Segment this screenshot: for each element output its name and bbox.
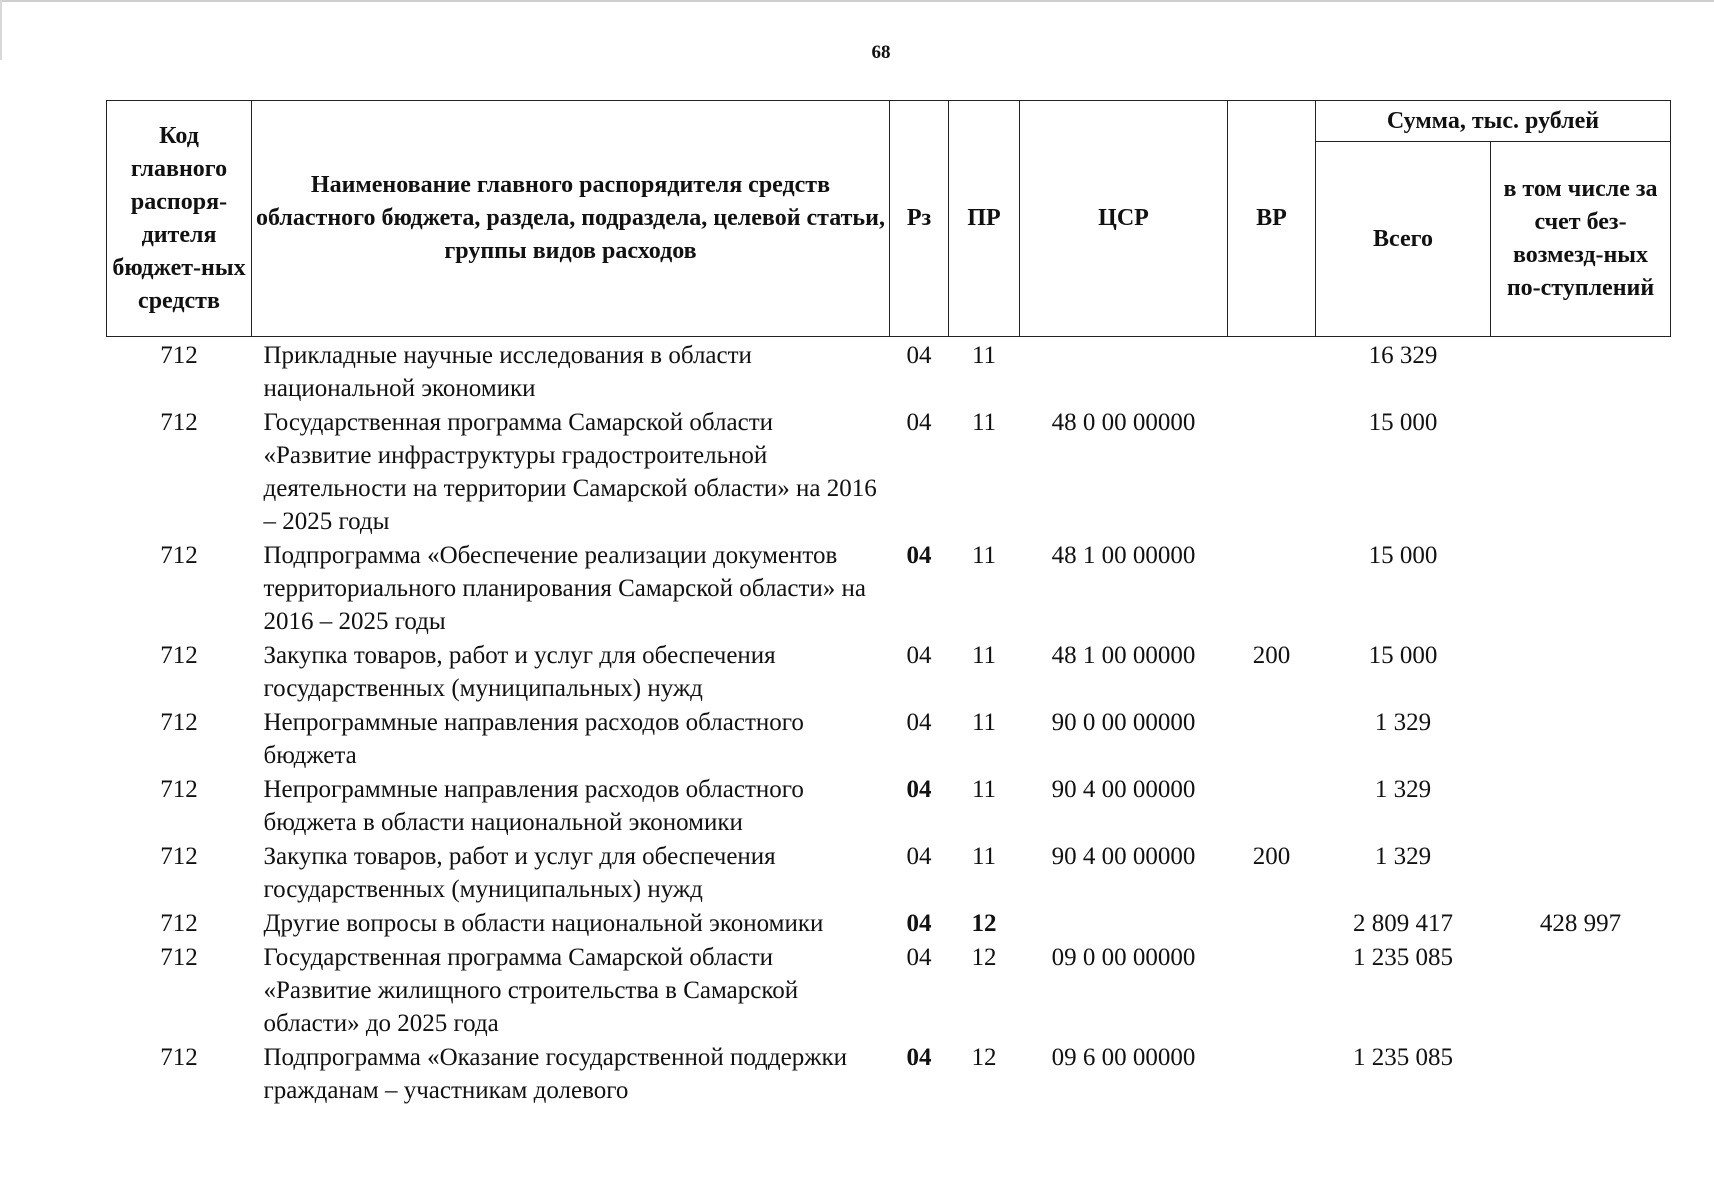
cell-total: 1 329 <box>1374 709 1432 736</box>
budget-table <box>106 100 1671 1107</box>
cell-total: 16 329 <box>1368 342 1438 369</box>
cell-csr: 90 4 00 00000 <box>1051 843 1196 870</box>
cell-rz: 04 <box>906 709 932 736</box>
cell-csr: 48 1 00 00000 <box>1051 542 1196 569</box>
cell-free <box>1491 405 1671 538</box>
cell-total: 1 235 085 <box>1353 1044 1453 1071</box>
cell-name: Другие вопросы в области национальной экономики <box>263 910 824 937</box>
header-name: Наименование главного распорядителя средств областного бюджета, раздела, подраздела, целевой статьи, группы видов расходов <box>252 101 890 337</box>
cell-total: 15 000 <box>1368 642 1438 669</box>
table-row <box>107 405 1671 538</box>
cell-vr <box>1228 405 1316 538</box>
cell-csr: 48 1 00 00000 <box>1051 642 1196 669</box>
scan-edge-top <box>0 0 1714 2</box>
cell-pr: 11 <box>971 776 997 803</box>
cell-code: 712 <box>160 1044 198 1071</box>
cell-rz: 04 <box>906 342 932 369</box>
table-body <box>107 337 1671 1108</box>
cell-vr <box>1228 705 1316 772</box>
cell-code: 712 <box>160 642 198 669</box>
table-row <box>107 772 1671 839</box>
cell-total: 15 000 <box>1368 409 1438 436</box>
cell-total: 1 329 <box>1374 776 1432 803</box>
table-row <box>107 638 1671 705</box>
cell-rz: 04 <box>906 642 932 669</box>
cell-code: 712 <box>160 944 198 971</box>
table-row <box>107 337 1671 406</box>
cell-csr: 48 0 00 00000 <box>1051 409 1196 436</box>
header-free: в том числе за счет без-возмезд-ных по-ступлений <box>1491 142 1671 337</box>
table-header <box>107 101 1671 337</box>
cell-name: Государственная программа Самарской области «Развитие инфраструктуры градостроительной деятельности на территории Самарской области» на 2016 – 2025 годы <box>263 409 877 535</box>
cell-pr: 11 <box>971 709 997 736</box>
cell-csr: 90 0 00 00000 <box>1051 709 1196 736</box>
header-pr: ПР <box>949 101 1020 337</box>
header-code: Код главного распоря-дителя бюджет-ных средств <box>107 101 252 337</box>
cell-csr: 09 6 00 00000 <box>1051 1044 1196 1071</box>
cell-free: 428 997 <box>1539 910 1622 937</box>
cell-vr <box>1228 940 1316 1040</box>
table-row <box>107 906 1671 940</box>
cell-rz: 04 <box>906 542 932 569</box>
cell-rz: 04 <box>906 843 932 870</box>
cell-rz: 04 <box>906 910 932 937</box>
cell-vr <box>1228 906 1316 940</box>
cell-code: 712 <box>160 910 198 937</box>
cell-csr <box>1020 906 1228 940</box>
cell-rz: 04 <box>906 1044 932 1071</box>
header-csr: ЦСР <box>1020 101 1228 337</box>
header-sum: Сумма, тыс. рублей <box>1316 101 1671 142</box>
cell-name: Подпрограмма «Оказание государственной поддержки гражданам – участникам долевого <box>263 1044 848 1104</box>
cell-free <box>1491 1040 1671 1107</box>
cell-pr: 11 <box>971 843 997 870</box>
table-row <box>107 940 1671 1040</box>
cell-pr: 11 <box>971 542 997 569</box>
cell-pr: 12 <box>971 910 997 937</box>
cell-pr: 12 <box>971 944 997 971</box>
cell-vr <box>1228 337 1316 406</box>
cell-name: Государственная программа Самарской области «Развитие жилищного строительства в Самарской области» до 2025 года <box>263 944 799 1037</box>
header-total: Всего <box>1316 142 1491 337</box>
cell-name: Закупка товаров, работ и услуг для обеспечения государственных (муниципальных) нужд <box>263 843 776 903</box>
cell-vr <box>1228 1040 1316 1107</box>
cell-free <box>1491 337 1671 406</box>
cell-vr <box>1228 772 1316 839</box>
cell-free <box>1491 940 1671 1040</box>
cell-code: 712 <box>160 542 198 569</box>
cell-code: 712 <box>160 342 198 369</box>
cell-name: Подпрограмма «Обеспечение реализации документов территориального планирования Самарской области» на 2016 – 2025 годы <box>263 542 867 635</box>
cell-rz: 04 <box>906 776 932 803</box>
cell-free <box>1491 638 1671 705</box>
cell-csr: 90 4 00 00000 <box>1051 776 1196 803</box>
cell-total: 1 329 <box>1374 843 1432 870</box>
table-row <box>107 1040 1671 1107</box>
cell-csr <box>1020 337 1228 406</box>
header-rz: Рз <box>890 101 949 337</box>
cell-pr: 11 <box>971 409 997 436</box>
cell-total: 1 235 085 <box>1353 944 1453 971</box>
cell-total: 2 809 417 <box>1353 910 1453 937</box>
cell-free <box>1491 839 1671 906</box>
cell-name: Прикладные научные исследования в области национальной экономики <box>263 342 752 402</box>
cell-free <box>1491 772 1671 839</box>
table-row <box>107 538 1671 638</box>
cell-name: Непрограммные направления расходов областного бюджета <box>263 709 804 769</box>
cell-rz: 04 <box>906 944 932 971</box>
cell-name: Закупка товаров, работ и услуг для обеспечения государственных (муниципальных) нужд <box>263 642 776 702</box>
cell-pr: 11 <box>971 642 997 669</box>
cell-total: 15 000 <box>1368 542 1438 569</box>
cell-pr: 12 <box>971 1044 997 1071</box>
cell-rz: 04 <box>906 409 932 436</box>
cell-csr: 09 0 00 00000 <box>1051 944 1196 971</box>
cell-code: 712 <box>160 776 198 803</box>
cell-vr <box>1228 538 1316 638</box>
cell-vr: 200 <box>1252 642 1291 669</box>
cell-free <box>1491 705 1671 772</box>
cell-vr: 200 <box>1252 843 1291 870</box>
table-row <box>107 705 1671 772</box>
cell-code: 712 <box>160 843 198 870</box>
cell-pr: 11 <box>971 342 997 369</box>
page-number: 68 <box>871 42 891 63</box>
cell-code: 712 <box>160 709 198 736</box>
cell-name: Непрограммные направления расходов областного бюджета в области национальной экономики <box>263 776 804 836</box>
cell-code: 712 <box>160 409 198 436</box>
cell-free <box>1491 538 1671 638</box>
header-vr: ВР <box>1228 101 1316 337</box>
table-row <box>107 839 1671 906</box>
